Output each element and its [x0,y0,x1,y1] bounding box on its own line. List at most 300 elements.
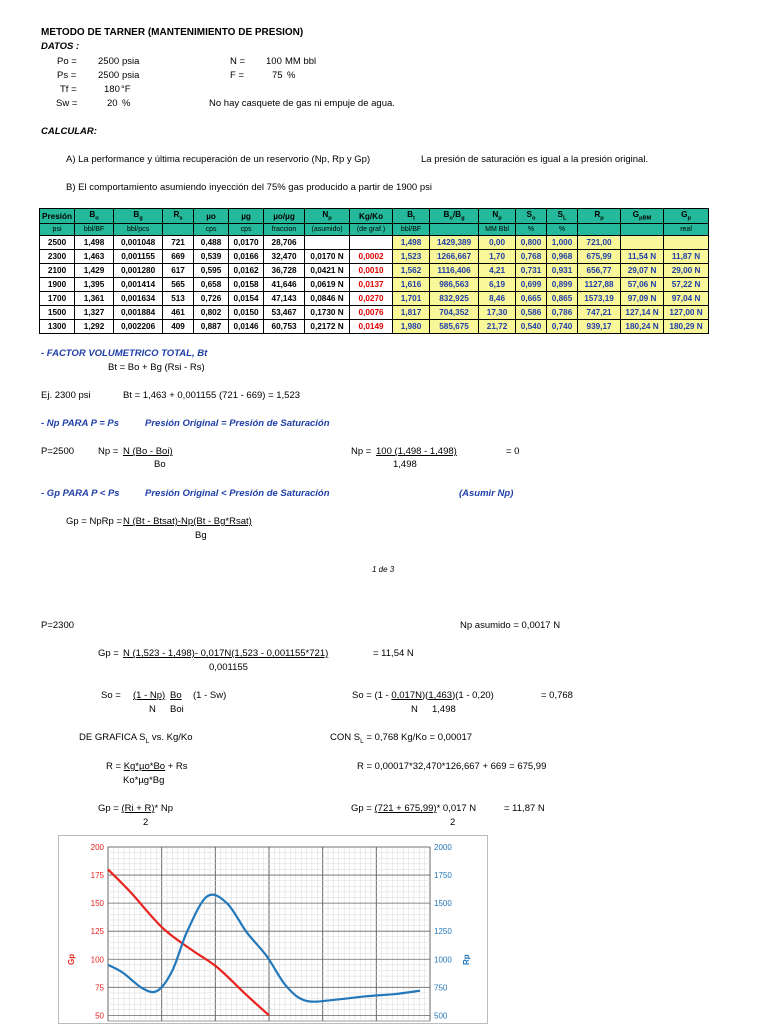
table-units-14 [578,224,621,236]
table-header-main: N [492,210,499,220]
table-cell: 0,540 [516,320,547,334]
calc-a-note: La presión de saturación es igual a la presión original. [421,154,649,165]
right-tick-label: 1750 [434,871,452,881]
dato-ps-value: 2500 [98,70,120,81]
table-cell: 21,72 [479,320,516,334]
table-units-13: % [547,224,578,236]
gp-eq-num: N (Bt - Btsat)-Np(Bt - Bg*Rsat) [123,516,252,527]
so-tail: (1 - Sw) [193,690,227,701]
table-units-4: cps [194,224,229,236]
table-units-6: fraccion [264,224,305,236]
grafica-rest: vs. Kg/Ko [149,732,193,743]
table-header-sub: g [139,215,143,222]
calc-b: B) El comportamiento asumiendo inyección del 75% gas producido a partir de 1900 psi [66,182,432,193]
table-cell: 53,467 [264,306,305,320]
table-header-5 [229,209,264,224]
table-cell [664,236,709,250]
table-header-sub: p [687,215,691,222]
gp2-left: Gp = [98,648,119,659]
table-units-10 [430,224,479,236]
table-cell: 986,563 [430,278,479,292]
table-header-12 [516,209,547,224]
table-header-main: N [322,210,329,220]
left-tick-label: 150 [90,899,104,909]
p2300-label: P=2300 [41,620,75,631]
table-cell: 0,658 [194,278,229,292]
table-cell: 2300 [40,250,75,264]
table-header-9 [393,209,430,224]
table-header-main: µo/µg [273,211,295,221]
table-header-8 [350,209,393,224]
table-cell: 0,968 [547,250,578,264]
table-cell: 1,395 [75,278,114,292]
table-header-15 [621,209,664,224]
table-header-10 [430,209,479,224]
table-cell: 57,22 N [664,278,709,292]
table-cell: 0,0137 [350,278,393,292]
table-cell: 1127,88 [578,278,621,292]
table-cell: 180,24 N [621,320,664,334]
left-tick-label: 125 [90,927,104,937]
table-body [40,236,709,334]
table-header-suffix: /B [452,210,462,220]
dato-f-unit: % [287,70,296,81]
table-cell: 0,002206 [114,320,163,334]
table-header-main: R [173,210,180,220]
table-cell: 0,0010 [350,264,393,278]
factor-example-label: Ej. 2300 psi [41,390,91,401]
table-header-16 [664,209,709,224]
con-sub: L [360,737,364,745]
table-cell: 41,646 [264,278,305,292]
right-tick-label: 750 [434,983,448,993]
table-cell: 939,17 [578,320,621,334]
table-cell: 28,706 [264,236,305,250]
table-header-row [40,209,709,224]
table-cell: 0,488 [194,236,229,250]
table-cell: 32,470 [264,250,305,264]
np-eq2-num: 100 (1,498 - 1,498) [376,446,457,457]
gp4-formula [351,803,476,814]
table-cell: 127,14 N [621,306,664,320]
table-units-15 [621,224,664,236]
table-cell: 656,77 [578,264,621,278]
table-header-main: Presión [42,211,73,221]
table-cell: 4,21 [479,264,516,278]
gp2-den: 0,001155 [209,662,248,673]
chart-ylabel-right: Rp [462,954,471,965]
r-formula [106,761,188,772]
table-units-7: (asumido) [305,224,350,236]
table-cell: 0,800 [516,236,547,250]
table-cell: 1,498 [393,236,430,250]
table-cell: 0,1730 N [305,306,350,320]
table-cell: 1,498 [75,236,114,250]
table-cell: 1116,406 [430,264,479,278]
dato-f-name: F = [230,70,244,81]
table-cell: 0,731 [516,264,547,278]
left-tick-label: 175 [90,871,104,881]
table-header-sub: t [413,215,415,222]
table-header-4 [194,209,229,224]
so-num2: Bo [170,690,182,701]
table-cell: 0,768 [516,250,547,264]
so2-left [352,690,494,701]
table-cell: 0,931 [547,264,578,278]
so-den1: N [149,704,156,715]
table-header-sub: o [95,215,99,222]
np-eq-num: N (Bo - Boi) [123,446,173,457]
table-cell: 0,539 [194,250,229,264]
dato-tf-name: Tf = [60,84,77,95]
table-cell: 17,30 [479,306,516,320]
table-cell: 1,429 [75,264,114,278]
table-cell: 0,001155 [114,250,163,264]
right-tick-label: 1500 [434,899,452,909]
table-cell: 97,09 N [621,292,664,306]
con-label [330,732,472,745]
table-cell: 29,00 N [664,264,709,278]
table-cell: 8,46 [479,292,516,306]
table-header-14 [578,209,621,224]
right-tick-label: 1000 [434,955,452,965]
so2-den2: 1,498 [432,704,456,715]
grafica-label [79,732,193,745]
table-cell: 0,0146 [229,320,264,334]
table-row [40,306,709,320]
np-p: P=2500 [41,446,75,457]
gp4-result: = 11,87 N [504,803,545,814]
table-cell: 0,001280 [114,264,163,278]
table-units-8: (de graf.) [350,224,393,236]
table-cell: 1300 [40,320,75,334]
np-eq-den: Bo [154,459,166,470]
table-cell: 1,000 [547,236,578,250]
gp4-tail: * 0,017 N [436,803,477,814]
gp4-left: Gp = [351,803,375,814]
table-header-2 [114,209,163,224]
so-den2: Boi [170,704,184,715]
table-cell: 0,786 [547,306,578,320]
table-cell: 461 [163,306,194,320]
table-header-sub: o [532,215,536,222]
gp-heading-assume: (Asumir Np) [459,488,514,499]
table-units-16: real [664,224,709,236]
gp2-num: N (1,523 - 1,498)- 0,017N(1,523 - 0,001155*721) [123,648,329,659]
table-cell: 585,675 [430,320,479,334]
table-cell: 180,29 N [664,320,709,334]
table-cell: 0,0170 [229,236,264,250]
so2-result: = 0,768 [541,690,573,701]
grafica-sub: L [145,737,150,745]
table-units-5: cps [229,224,264,236]
np-eq2-result: = 0 [506,446,520,457]
table-cell: 0,001414 [114,278,163,292]
table-header-13 [547,209,578,224]
table-cell: 0,001634 [114,292,163,306]
table-header-sub: L [563,215,567,222]
table-cell: 2100 [40,264,75,278]
table-cell: 0,595 [194,264,229,278]
dato-sw-name: Sw = [56,98,78,109]
table-header-sub: o [449,215,453,222]
table-cell: 747,21 [578,306,621,320]
table-cell: 11,87 N [664,250,709,264]
r-left: R = [106,761,124,772]
gp3-den: 2 [143,817,149,828]
table-header-main: B [443,210,450,220]
gp3-tail: * Np [154,803,173,814]
table-cell: 1900 [40,278,75,292]
table-cell: 0,0076 [350,306,393,320]
gp4-num: (721 + 675,99) [374,803,437,814]
np-assumed: Np asumido = 0,0017 N [460,620,561,631]
table-cell: 721 [163,236,194,250]
table-header-1 [75,209,114,224]
dato-po-name: Po = [57,56,77,67]
table-cell: 36,728 [264,264,305,278]
gp3-num: (Ri + R) [121,803,155,814]
table-cell [305,236,350,250]
table-cell: 1,523 [393,250,430,264]
table-header-sub: pBM [639,215,652,222]
table-cell: 11,54 N [621,250,664,264]
table-header-main: Kg/Ko [358,211,384,221]
gp2-result: = 11,54 N [373,648,414,659]
np-eq2-den: 1,498 [393,459,417,470]
table-cell [350,236,393,250]
grafica-left: DE GRAFICA S [79,732,146,743]
page-number: 1 de 3 [372,565,395,574]
table-cell: 409 [163,320,194,334]
table-cell: 1,817 [393,306,430,320]
table-cell: 675,99 [578,250,621,264]
table-cell: 1700 [40,292,75,306]
table-cell: 0,0150 [229,306,264,320]
np-eq-left: Np = [98,446,119,457]
table-cell: 0,0002 [350,250,393,264]
table-cell: 0,0149 [350,320,393,334]
table-cell: 0,001884 [114,306,163,320]
table-row [40,236,709,250]
table-header-main: B [407,210,414,220]
table-cell: 617 [163,264,194,278]
table-header-main: G [632,210,640,220]
table-cell: 0,899 [547,278,578,292]
table-header-main: R [594,210,601,220]
r2-formula: R = 0,00017*32,470*126,667 + 669 = 675,99 [357,761,547,772]
dato-n-name: N = [230,56,246,67]
gp4-den: 2 [450,817,456,828]
calc-a: A) La performance y última recuperación de un reservorio (Np, Rp y Gp) [66,154,371,165]
table-cell: 1,292 [75,320,114,334]
table-cell: 97,04 N [664,292,709,306]
table-cell: 0,865 [547,292,578,306]
table-cell: 1,980 [393,320,430,334]
table-header-suffix-sub: g [461,215,465,222]
gp-eq-den: Bg [195,530,207,541]
so-num1: (1 - Np) [133,690,166,701]
table-cell: 57,06 N [621,278,664,292]
table-cell: 1,616 [393,278,430,292]
so2-np: 0,017N [391,690,422,701]
right-tick-label: 2000 [434,843,452,852]
table-header-main: B [89,210,96,220]
table-header-7 [305,209,350,224]
table-header-main: µg [241,211,251,221]
table-cell: 127,00 N [664,306,709,320]
dato-sw-value: 20 [107,98,118,109]
table-cell: 0,586 [516,306,547,320]
right-tick-label: 500 [434,1011,448,1021]
table-cell: 1,463 [75,250,114,264]
factor-example: Bt = 1,463 + 0,001155 (721 - 669) = 1,523 [123,390,301,401]
factor-heading: - FACTOR VOLUMETRICO TOTAL, Bt [41,348,208,359]
table-cell: 0,665 [516,292,547,306]
table-row [40,320,709,334]
table-cell: 60,753 [264,320,305,334]
tarner-table [39,208,709,334]
r-num: Kg*µo*Bo [123,761,166,772]
dato-ps-name: Ps = [57,70,77,81]
table-cell: 0,0846 N [305,292,350,306]
table-header-sub: p [498,215,502,222]
table-units-3 [163,224,194,236]
page-title: METODO DE TARNER (MANTENIMIENTO DE PRESION) [41,27,304,38]
table-cell: 721,00 [578,236,621,250]
dato-n-value: 100 [266,56,282,67]
dato-sw-unit: % [122,98,131,109]
so2-bo: 1,463 [428,690,453,701]
table-cell: 0,802 [194,306,229,320]
table-cell: 1,327 [75,306,114,320]
table-header-11 [479,209,516,224]
dato-tf-value: 180 [104,84,120,95]
r-den: Ko*µg*Bg [123,775,165,786]
so2-left-text: So = (1 - [352,690,392,701]
factor-formula: Bt = Bo + Bg (Rsi - Rs) [108,362,205,373]
dato-tf-unit: °F [121,84,131,95]
dato-ps-unit: psia [122,70,140,81]
table-header-sub: s [179,215,183,222]
table-cell [621,236,664,250]
left-tick-label: 200 [90,843,104,852]
table-units-9: bbl/BF [393,224,430,236]
so2-mid: )( [421,690,429,701]
table-header-sub: p [328,215,332,222]
table-cell: 0,00 [479,236,516,250]
calcular-label: CALCULAR: [41,126,97,137]
right-tick-label: 1250 [434,927,452,937]
table-cell: 513 [163,292,194,306]
table-header-0 [40,209,75,224]
table-cell: 0,740 [547,320,578,334]
table-cell: 565 [163,278,194,292]
gp-rp-chart [58,835,488,1024]
table-row [40,278,709,292]
table-header-main: S [557,210,564,220]
table-row [40,292,709,306]
table-cell: 1,70 [479,250,516,264]
np-heading-note: Presión Original = Presión de Saturación [145,418,330,429]
table-cell: 1429,389 [430,236,479,250]
con-rest: = 0,768 Kg/Ko = 0,00017 [363,732,473,743]
table-cell: 0,0162 [229,264,264,278]
table-cell: 0,0619 N [305,278,350,292]
con-left: CON S [330,732,361,743]
left-tick-label: 75 [95,983,104,993]
gp3-left: Gp = [98,803,122,814]
r-plus: + Rs [165,761,188,772]
so2-den1: N [411,704,418,715]
np-eq2-left: Np = [351,446,372,457]
table-units-12: % [516,224,547,236]
table-cell: 1500 [40,306,75,320]
table-units-row [40,224,709,236]
table-cell: 0,0270 [350,292,393,306]
table-header-main: B [133,210,140,220]
table-cell: 704,352 [430,306,479,320]
table-cell: 0,887 [194,320,229,334]
table-cell: 0,0170 N [305,250,350,264]
table-header-sub: p [600,215,604,222]
so-left: So = [101,690,121,701]
table-cell: 1573,19 [578,292,621,306]
table-cell: 0,001048 [114,236,163,250]
table-header-3 [163,209,194,224]
dato-n-unit: MM bbl [285,56,317,67]
left-tick-label: 50 [95,1011,104,1021]
dato-po-value: 2500 [98,56,120,67]
table-cell: 0,726 [194,292,229,306]
dato-po-unit: psia [122,56,140,67]
datos-label: DATOS : [41,41,80,52]
table-cell: 1266,667 [430,250,479,264]
table-cell: 669 [163,250,194,264]
so2-tail: )(1 - 0,20) [452,690,494,701]
table-units-1: bbl/BF [75,224,114,236]
table-header-main: S [526,210,533,220]
dato-f-value: 75 [272,70,283,81]
gp-heading-note: Presión Original < Presión de Saturación [145,488,330,499]
chart-ylabel-left: Gp [67,953,76,965]
table-units-0: psi [40,224,75,236]
table-cell: 6,19 [479,278,516,292]
gp-eq-left: Gp = NpRp = [66,516,122,527]
table-cell: 29,07 N [621,264,664,278]
table-header-main: µo [206,211,216,221]
table-header-6 [264,209,305,224]
table-units-11: MM Bbl [479,224,516,236]
table-cell: 0,0154 [229,292,264,306]
table-cell: 832,925 [430,292,479,306]
table-cell: 0,0166 [229,250,264,264]
np-heading: - Np PARA P = Ps [41,418,120,429]
gp3-formula [98,803,173,814]
table-cell: 1,562 [393,264,430,278]
table-cell: 0,0421 N [305,264,350,278]
table-units-2: bbl/pcs [114,224,163,236]
left-tick-label: 100 [90,955,104,965]
table-cell: 0,699 [516,278,547,292]
table-cell: 47,143 [264,292,305,306]
table-cell: 1,701 [393,292,430,306]
table-cell: 0,2172 N [305,320,350,334]
table-cell: 2500 [40,236,75,250]
note-gas: No hay casquete de gas ni empuje de agua. [209,98,395,109]
table-row [40,250,709,264]
table-cell: 0,0158 [229,278,264,292]
